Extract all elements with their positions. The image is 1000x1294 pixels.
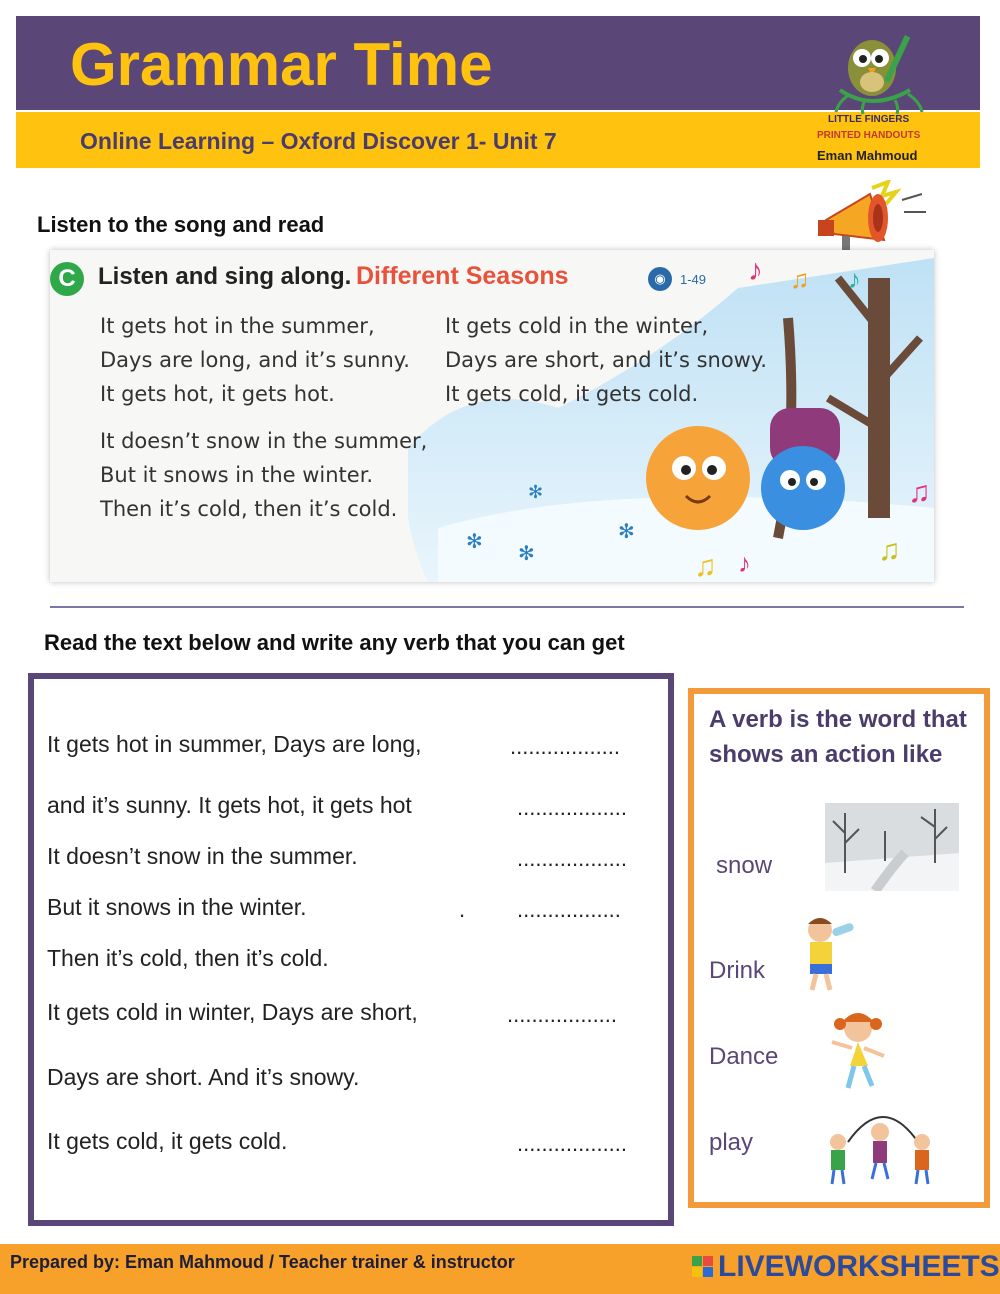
exercise-line-2: and it’s sunny. It gets hot, it gets hot bbox=[47, 792, 412, 818]
exercise-line-5: Then it’s cold, then it’s cold. bbox=[47, 945, 329, 971]
liveworksheets-logo-icon bbox=[692, 1256, 714, 1278]
logo-text-author: Eman Mahmoud bbox=[817, 148, 918, 163]
svg-text:✻: ✻ bbox=[518, 543, 535, 565]
lyric-line: It gets cold, it gets cold. bbox=[445, 382, 699, 406]
svg-text:✻: ✻ bbox=[466, 531, 483, 553]
answer-blank-4[interactable]: ................. bbox=[517, 897, 621, 922]
verb-definition: A verb is the word that shows an action like bbox=[709, 706, 967, 768]
listen-instruction: Listen to the song and read bbox=[37, 212, 325, 237]
song-badge: C bbox=[50, 262, 84, 296]
answer-blank-1[interactable]: .................. bbox=[510, 734, 621, 759]
svg-text:✻: ✻ bbox=[528, 482, 544, 502]
track-number: 1-49 bbox=[680, 272, 707, 287]
page-subtitle: Online Learning – Oxford Discover 1- Unit 7 bbox=[80, 128, 557, 154]
lyric-line: It gets hot in the summer, bbox=[100, 314, 375, 338]
svg-text:♫: ♫ bbox=[790, 264, 810, 294]
exercise-line-8: It gets cold, it gets cold. bbox=[47, 1128, 288, 1154]
svg-text:♫: ♫ bbox=[908, 476, 931, 509]
verb-example-dance: Dance bbox=[709, 1043, 779, 1070]
owl-logo-icon bbox=[810, 20, 950, 165]
answer-blank-5[interactable]: .................. bbox=[507, 1002, 618, 1027]
song-verse-2 bbox=[445, 309, 767, 411]
dance-image bbox=[820, 1006, 895, 1096]
winter-scene-illustration bbox=[408, 258, 934, 582]
song-title: Different Seasons bbox=[356, 262, 569, 290]
svg-text:♪: ♪ bbox=[738, 548, 751, 578]
answer-blank-3[interactable]: .................. bbox=[517, 846, 628, 871]
stray-mark: . bbox=[459, 897, 466, 922]
logo-text-brand: LITTLE FINGERS bbox=[828, 114, 910, 125]
svg-text:✻: ✻ bbox=[618, 521, 635, 543]
exercise-line-4: But it snows in the winter. bbox=[47, 894, 307, 920]
svg-text:♫: ♫ bbox=[694, 550, 717, 582]
page-title: Grammar Time bbox=[70, 31, 493, 98]
song-heading: Listen and sing along. bbox=[98, 263, 352, 290]
liveworksheets-brand[interactable]: LIVEWORKSHEETS bbox=[718, 1250, 1000, 1283]
lyric-line: Days are short, and it’s snowy. bbox=[445, 348, 767, 372]
verb-example-snow: snow bbox=[716, 852, 773, 879]
answer-blank-2[interactable]: .................. bbox=[517, 795, 628, 820]
play-image bbox=[818, 1102, 948, 1190]
lyric-line: It gets hot, it gets hot. bbox=[100, 382, 335, 406]
exercise-line-1: It gets hot in summer, Days are long, bbox=[47, 731, 422, 757]
verb-example-play: play bbox=[709, 1129, 754, 1156]
lyric-line: It gets cold in the winter, bbox=[445, 314, 709, 338]
exercise-line-3: It doesn’t snow in the summer. bbox=[47, 843, 358, 869]
verb-example-drink: Drink bbox=[709, 957, 766, 984]
song-verse-3 bbox=[100, 424, 427, 526]
lyric-line: Days are long, and it’s sunny. bbox=[100, 348, 410, 372]
snow-image bbox=[825, 803, 959, 891]
song-verse-1 bbox=[100, 309, 410, 411]
exercise-line-7: Days are short. And it’s snowy. bbox=[47, 1064, 360, 1090]
svg-text:♪: ♪ bbox=[748, 258, 763, 287]
svg-text:♪: ♪ bbox=[848, 264, 861, 294]
lyric-line: It doesn’t snow in the summer, bbox=[100, 429, 428, 453]
exercise-line-6: It gets cold in winter, Days are short, bbox=[47, 999, 418, 1025]
svg-text:♫: ♫ bbox=[878, 534, 901, 567]
lyric-line: But it snows in the winter. bbox=[100, 463, 374, 487]
prepared-by: Prepared by: Eman Mahmoud / Teacher trainer & instructor bbox=[10, 1252, 515, 1272]
read-instruction: Read the text below and write any verb that you can get bbox=[44, 630, 625, 655]
drink-image bbox=[790, 912, 865, 994]
answer-blank-6[interactable]: .................. bbox=[517, 1131, 628, 1156]
audio-icon[interactable]: ◉ bbox=[648, 267, 672, 291]
section-divider bbox=[50, 606, 964, 608]
logo-text-handouts: PRINTED HANDOUTS bbox=[817, 130, 921, 141]
lyric-line: Then it’s cold, then it’s cold. bbox=[100, 497, 398, 521]
